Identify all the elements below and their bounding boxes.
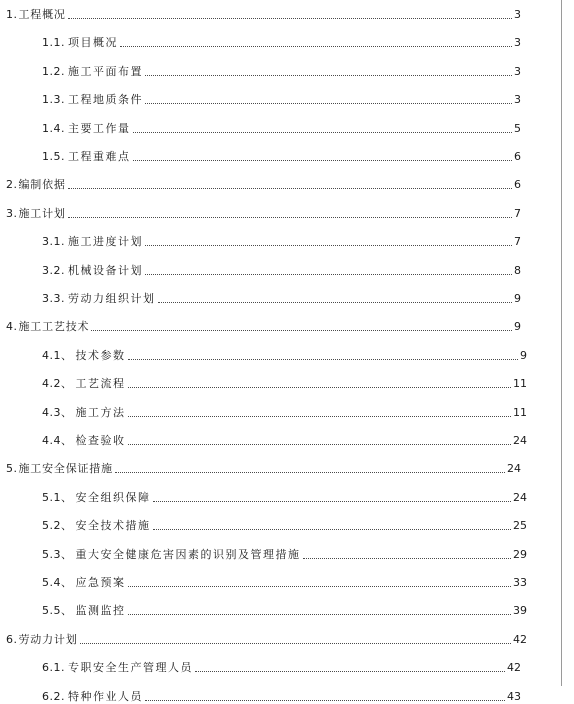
toc-dot-leader (153, 529, 511, 530)
toc-entry-number: 3.2. (42, 263, 65, 277)
toc-entry[interactable] (0, 4, 574, 22)
toc-entry-heading (42, 373, 126, 391)
toc-entry-heading (6, 629, 78, 647)
toc-dot-leader (91, 330, 512, 331)
toc-entry-number: 4. (6, 320, 18, 334)
toc-entry[interactable] (0, 288, 574, 306)
toc-entry-heading (42, 487, 151, 505)
toc-entry-title: 劳动力组织计划 (68, 292, 156, 305)
toc-dot-leader (128, 359, 518, 360)
toc-entry-number: 2. (6, 178, 18, 192)
toc-entry[interactable] (0, 458, 574, 476)
toc-entry-heading (42, 657, 193, 675)
toc-entry-page-number: 8 (514, 263, 521, 277)
toc-dot-leader (145, 75, 512, 76)
toc-entry-number: 6.1. (42, 661, 65, 675)
toc-entry[interactable] (0, 345, 574, 363)
toc-entry-title: 重大安全健康危害因素的识别及管理措施 (75, 547, 301, 561)
toc-entry-heading (6, 458, 113, 476)
toc-entry-page-number: 9 (520, 348, 527, 362)
toc-entry-page-number: 24 (513, 490, 527, 504)
toc-entry-number: 1. (6, 8, 18, 21)
toc-entry-heading (42, 345, 126, 363)
toc-entry-page-number: 7 (514, 235, 521, 249)
toc-entry-page-number: 5 (514, 121, 521, 135)
toc-entry-page-number: 3 (514, 8, 521, 21)
toc-entry-title: 机械设备计划 (68, 263, 143, 277)
toc-entry[interactable] (0, 118, 574, 136)
toc-entry[interactable] (0, 686, 574, 704)
toc-entry-title: 特种作业人员 (68, 689, 143, 703)
toc-entry-page-number: 7 (514, 206, 521, 220)
toc-entry-title: 编制依据 (18, 178, 66, 192)
toc-entry-heading (42, 686, 143, 704)
toc-entry-page-number: 6 (514, 150, 521, 163)
toc-entry-number: 5.4、 (42, 576, 73, 589)
toc-entry-page-number: 43 (507, 689, 521, 703)
toc-dot-leader (120, 46, 512, 47)
toc-entry[interactable] (0, 203, 574, 221)
toc-entry[interactable] (0, 32, 574, 50)
toc-entry-title: 工程概况 (18, 8, 66, 21)
toc-entry-heading (6, 316, 89, 334)
toc-entry-number: 3.3. (42, 292, 65, 305)
toc-entry-page-number: 3 (514, 36, 521, 50)
toc-dot-leader (128, 444, 511, 445)
toc-entry-number: 5. (6, 462, 18, 476)
toc-entry-heading (42, 430, 126, 448)
toc-entry-heading (42, 32, 118, 50)
toc-dot-leader (115, 472, 505, 473)
toc-entry[interactable] (0, 544, 574, 562)
toc-entry-title: 应急预案 (75, 576, 126, 589)
toc-entry-title: 检查验收 (75, 434, 126, 447)
toc-entry[interactable] (0, 657, 574, 675)
toc-entry-title: 施工安全保证措施 (18, 462, 113, 476)
toc-entry-heading (42, 600, 126, 618)
toc-entry-number: 5.2、 (42, 519, 73, 533)
toc-entry-title: 施工方法 (75, 405, 126, 419)
toc-entry-title: 工程重难点 (68, 150, 131, 163)
toc-dot-leader (145, 700, 505, 701)
toc-dot-leader (133, 160, 512, 161)
toc-dot-leader (128, 387, 511, 388)
toc-entry-page-number: 42 (507, 661, 521, 675)
toc-entry-number: 3.1. (42, 235, 65, 249)
toc-entry[interactable] (0, 174, 574, 192)
toc-entry-title: 劳动力计划 (18, 632, 78, 646)
toc-entry-page-number: 33 (513, 576, 527, 589)
toc-entry-page-number: 3 (514, 64, 521, 78)
toc-dot-leader (195, 671, 505, 672)
toc-entry-heading (6, 174, 66, 192)
toc-entry-heading (42, 146, 131, 164)
toc-entry-number: 6.2. (42, 689, 65, 703)
toc-entry-number: 5.5、 (42, 604, 73, 618)
toc-entry-page-number: 9 (514, 320, 521, 334)
toc-entry-number: 1.4. (42, 121, 65, 135)
toc-entry[interactable] (0, 572, 574, 590)
toc-entry[interactable] (0, 146, 574, 164)
toc-entry-page-number: 11 (513, 377, 527, 391)
toc-entry-heading (42, 118, 131, 136)
toc-entry-title: 工艺流程 (75, 377, 126, 391)
toc-entry[interactable] (0, 402, 574, 420)
toc-entry-title: 监测监控 (75, 604, 126, 618)
toc-dot-leader (145, 245, 512, 246)
toc-entry-page-number: 42 (513, 632, 527, 646)
toc-entry-page-number: 24 (513, 434, 527, 447)
toc-dot-leader (80, 643, 511, 644)
toc-entry-number: 5.1、 (42, 490, 73, 504)
toc-entry-heading (42, 572, 126, 590)
toc-entry-page-number: 24 (507, 462, 521, 476)
toc-entry-title: 施工平面布置 (68, 64, 143, 78)
toc-entry-number: 4.3、 (42, 405, 73, 419)
toc-dot-leader (133, 132, 512, 133)
toc-dot-leader (128, 416, 511, 417)
toc-entry-title: 施工进度计划 (68, 235, 143, 249)
toc-entry-page-number: 29 (513, 547, 527, 561)
toc-entry-heading (42, 61, 143, 79)
toc-entry[interactable] (0, 515, 574, 533)
toc-entry[interactable] (0, 61, 574, 79)
toc-entry-number: 3. (6, 206, 18, 220)
toc-entry[interactable] (0, 629, 574, 647)
toc-entry-page-number: 3 (514, 93, 521, 107)
toc-dot-leader (303, 558, 511, 559)
toc-entry-heading (42, 402, 126, 420)
toc-entry-title: 技术参数 (75, 348, 126, 362)
toc-entry-page-number: 39 (513, 604, 527, 618)
toc-entry-heading (42, 515, 151, 533)
toc-entry-title: 项目概况 (68, 36, 118, 50)
toc-entry-number: 4.4、 (42, 434, 73, 447)
toc-entry-number: 4.1、 (42, 348, 73, 362)
toc-entry-number: 1.5. (42, 150, 65, 163)
toc-entry-heading (42, 544, 301, 562)
toc-entry-title: 主要工作量 (68, 121, 131, 135)
toc-dot-leader (68, 188, 512, 189)
toc-dot-leader (158, 302, 512, 303)
toc-entry-number: 1.1. (42, 36, 65, 50)
toc-dot-leader (145, 274, 512, 275)
toc-entry[interactable] (0, 373, 574, 391)
toc-dot-leader (128, 586, 511, 587)
toc-dot-leader (68, 217, 512, 218)
toc-entry-heading (42, 89, 143, 107)
toc-entry-number: 1.2. (42, 64, 65, 78)
toc-dot-leader (68, 18, 512, 19)
toc-entry-title: 施工工艺技术 (18, 320, 90, 334)
toc-entry-number: 6. (6, 632, 18, 646)
toc-entry-page-number: 9 (514, 292, 521, 305)
toc-entry-title: 专职安全生产管理人员 (68, 661, 193, 675)
toc-entry-title: 安全组织保障 (75, 490, 151, 504)
toc-entry-page-number: 25 (513, 519, 527, 533)
toc-dot-leader (145, 103, 512, 104)
toc-entry-title: 工程地质条件 (68, 93, 143, 107)
toc-entry-heading (6, 203, 66, 221)
toc-dot-leader (128, 614, 511, 615)
toc-entry[interactable] (0, 430, 574, 448)
toc-entry-number: 1.3. (42, 93, 65, 107)
toc-entry[interactable] (0, 89, 574, 107)
toc-entry-title: 施工计划 (18, 206, 66, 220)
toc-entry[interactable] (0, 487, 574, 505)
toc-entry-page-number: 11 (513, 405, 527, 419)
toc-entry[interactable] (0, 260, 574, 278)
toc-entry-heading (42, 260, 143, 278)
toc-entry-number: 4.2、 (42, 377, 73, 391)
toc-entry-heading (6, 4, 66, 22)
toc-entry[interactable] (0, 316, 574, 334)
toc-dot-leader (153, 501, 511, 502)
toc-entry[interactable] (0, 231, 574, 249)
toc-entry-heading (42, 231, 143, 249)
toc-entry-page-number: 6 (514, 178, 521, 192)
toc-entry-title: 安全技术措施 (75, 519, 151, 533)
toc-entry-heading (42, 288, 156, 306)
toc-entry[interactable] (0, 600, 574, 618)
toc-entry-number: 5.3、 (42, 547, 73, 561)
